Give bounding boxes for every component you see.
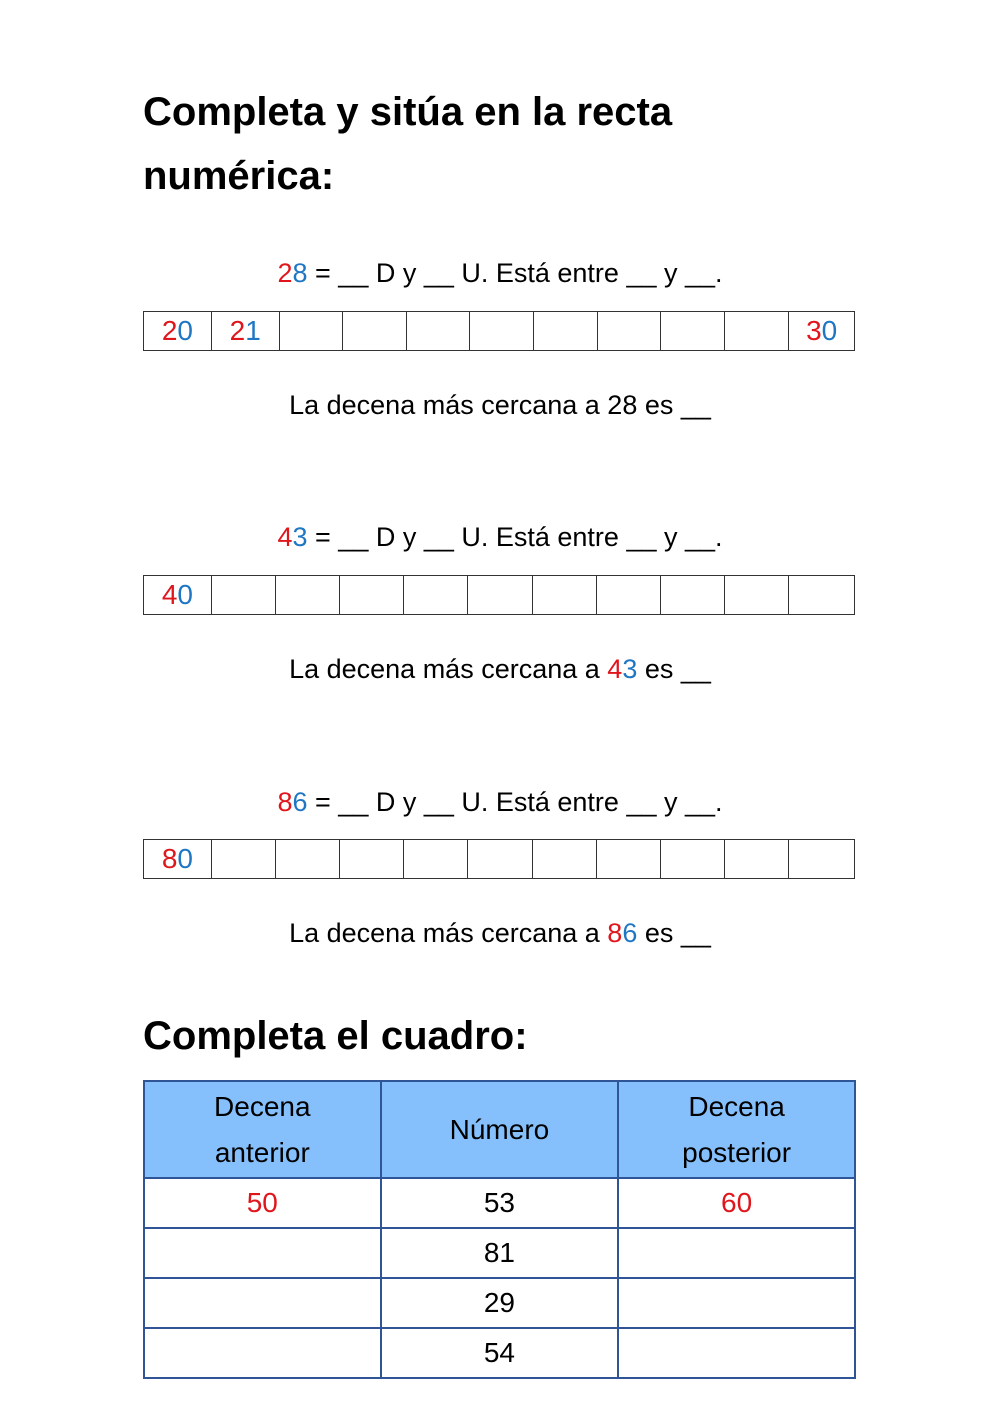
- previous-ten-cell[interactable]: [144, 1278, 381, 1328]
- equation-text: = __ D y __ U. Está entre __ y __.: [307, 522, 723, 552]
- strip-tens-digit: 8: [161, 843, 178, 874]
- number-strip-80: [143, 839, 855, 879]
- units-digit: 8: [292, 258, 308, 288]
- strip-cell-empty[interactable]: [597, 576, 661, 614]
- nearest-units-digit: 3: [622, 654, 638, 684]
- nearest-ten-28: [0, 387, 1000, 423]
- nearest-prefix: La decena más cercana a: [289, 918, 608, 948]
- next-ten-cell: 60: [618, 1178, 855, 1228]
- strip-cell-empty[interactable]: [533, 576, 597, 614]
- strip-units-digit: 0: [821, 315, 838, 346]
- tens-digit: 4: [277, 522, 293, 552]
- strip-units-digit: 1: [245, 315, 261, 346]
- previous-ten-cell[interactable]: [144, 1328, 381, 1378]
- strip-cell-empty[interactable]: [276, 576, 341, 614]
- strip-tens-digit: 4: [161, 579, 178, 610]
- strip-cell-empty[interactable]: [725, 840, 789, 878]
- nearest-tens-digit: 8: [607, 918, 623, 948]
- strip-cell-empty[interactable]: [470, 312, 534, 350]
- next-ten-cell[interactable]: [618, 1278, 855, 1328]
- strip-cell-empty[interactable]: [280, 312, 344, 350]
- strip-cell-empty[interactable]: [661, 840, 726, 878]
- previous-ten-cell: 50: [144, 1178, 381, 1228]
- title-number-line: Completa y sitúa en la recta numérica:: [143, 90, 673, 198]
- units-digit: 3: [292, 522, 308, 552]
- strip-cell-empty[interactable]: [407, 312, 470, 350]
- strip-cell-filled: [789, 312, 854, 350]
- next-ten-cell[interactable]: [618, 1328, 855, 1378]
- strip-cell-empty[interactable]: [468, 576, 533, 614]
- strip-cell-filled: [144, 840, 212, 878]
- nearest-prefix: La decena más cercana a: [289, 654, 608, 684]
- strip-units-digit: 0: [177, 315, 193, 346]
- header-next-ten: Decena posterior: [618, 1081, 855, 1178]
- strip-cell-empty[interactable]: [789, 576, 854, 614]
- equation-28: [0, 255, 1000, 291]
- nearest-number: 28: [607, 390, 638, 420]
- strip-cell-empty[interactable]: [212, 840, 276, 878]
- nearest-suffix: es __: [637, 918, 711, 948]
- strip-cell-filled: [144, 576, 212, 614]
- strip-cell-empty[interactable]: [340, 576, 404, 614]
- strip-cell-empty[interactable]: [468, 840, 533, 878]
- number-strip-20-30: [143, 311, 855, 351]
- number-cell: 53: [381, 1178, 619, 1228]
- strip-cell-filled: [212, 312, 280, 350]
- number-cell: 29: [381, 1278, 619, 1328]
- strip-cell-empty[interactable]: [598, 312, 661, 350]
- strip-cell-empty[interactable]: [661, 576, 726, 614]
- nearest-ten-43: [0, 651, 1000, 687]
- strip-units-digit: 0: [177, 579, 193, 610]
- previous-ten-cell[interactable]: [144, 1228, 381, 1278]
- table-row: [144, 1328, 855, 1378]
- tens-digit: 2: [277, 258, 293, 288]
- nearest-suffix: es __: [637, 390, 711, 420]
- strip-units-digit: 0: [177, 843, 193, 874]
- number-cell: 54: [381, 1328, 619, 1378]
- equation-43: [0, 519, 1000, 555]
- equation-text: = __ D y __ U. Está entre __ y __.: [307, 787, 723, 817]
- header-previous-ten: Decena anterior: [144, 1081, 381, 1178]
- units-digit: 6: [292, 787, 308, 817]
- strip-cell-empty[interactable]: [533, 840, 597, 878]
- strip-cell-empty[interactable]: [534, 312, 598, 350]
- strip-cell-empty[interactable]: [343, 312, 407, 350]
- tens-digit: 8: [277, 787, 293, 817]
- strip-cell-empty[interactable]: [340, 840, 404, 878]
- equation-86: [0, 784, 1000, 820]
- strip-cell-filled: [144, 312, 212, 350]
- strip-cell-empty[interactable]: [404, 840, 468, 878]
- nearest-tens-digit: 4: [607, 654, 623, 684]
- strip-tens-digit: 2: [229, 315, 246, 346]
- strip-cell-empty[interactable]: [661, 312, 726, 350]
- strip-cell-empty[interactable]: [789, 840, 854, 878]
- strip-tens-digit: 3: [806, 315, 822, 346]
- nearest-units-digit: 6: [622, 918, 638, 948]
- strip-cell-empty[interactable]: [276, 840, 341, 878]
- strip-cell-empty[interactable]: [597, 840, 661, 878]
- strip-cell-empty[interactable]: [212, 576, 276, 614]
- nearest-ten-86: [0, 915, 1000, 951]
- nearest-prefix: La decena más cercana a: [289, 390, 608, 420]
- number-strip-40: [143, 575, 855, 615]
- next-ten-cell[interactable]: [618, 1228, 855, 1278]
- strip-cell-empty[interactable]: [404, 576, 468, 614]
- tens-table: [143, 1080, 856, 1379]
- table-row: [144, 1228, 855, 1278]
- nearest-suffix: es __: [637, 654, 711, 684]
- strip-tens-digit: 2: [161, 315, 178, 346]
- strip-cell-empty[interactable]: [725, 576, 789, 614]
- table-row: [144, 1178, 855, 1228]
- strip-cell-empty[interactable]: [725, 312, 789, 350]
- equation-text: = __ D y __ U. Está entre __ y __.: [307, 258, 723, 288]
- table-row: [144, 1278, 855, 1328]
- header-number: Número: [381, 1081, 619, 1178]
- title-table: Completa el cuadro:: [143, 1014, 528, 1058]
- number-cell: 81: [381, 1228, 619, 1278]
